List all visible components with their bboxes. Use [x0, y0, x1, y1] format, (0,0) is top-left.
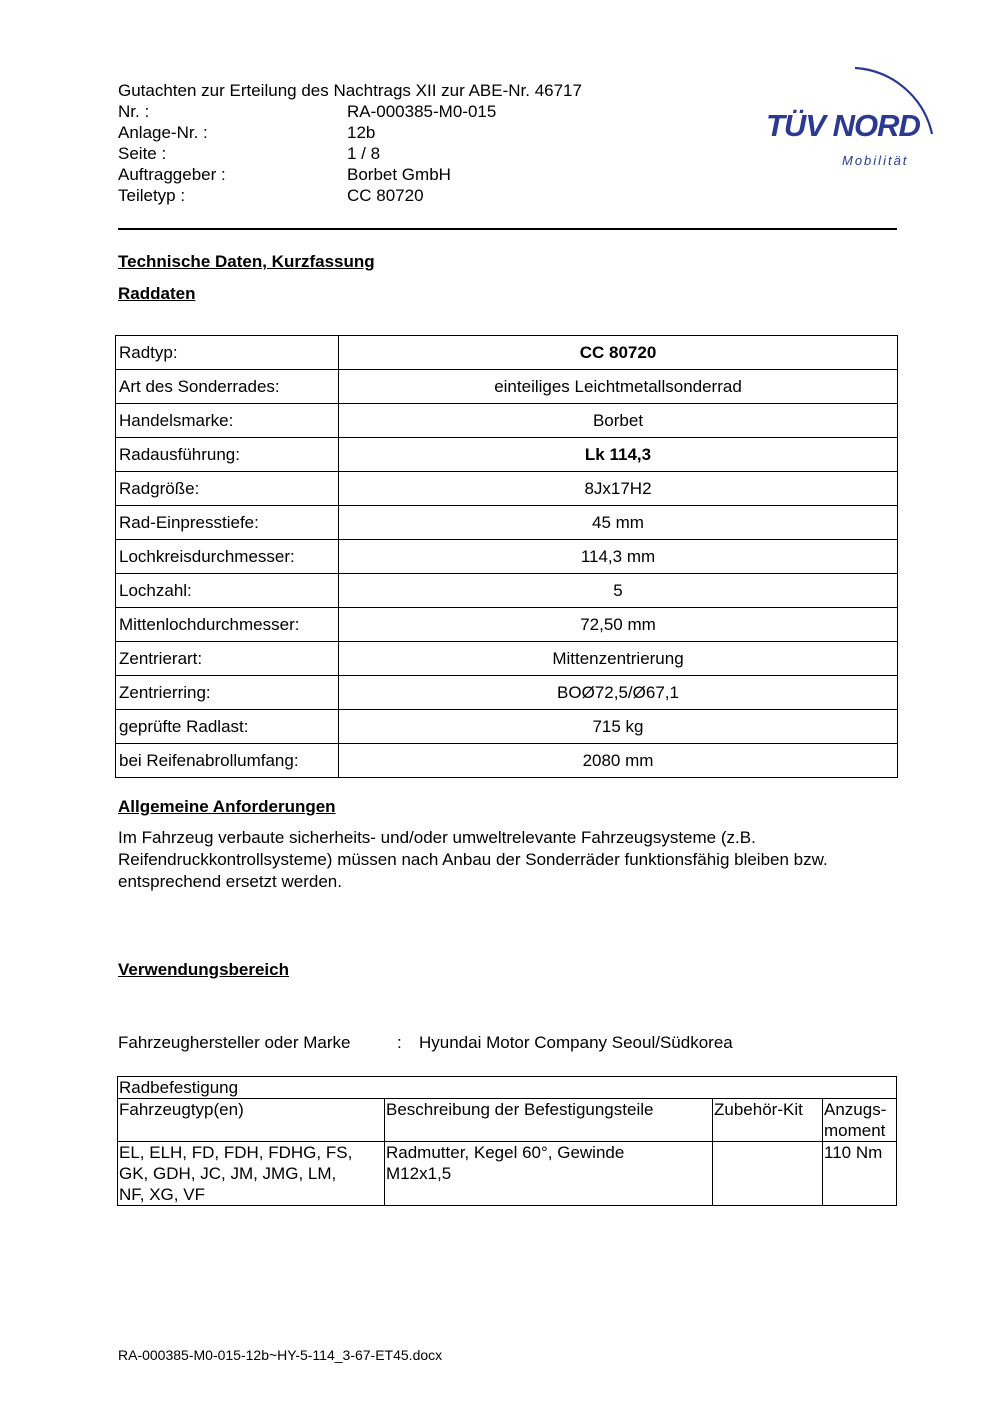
table-row — [116, 574, 898, 608]
table-row — [116, 608, 898, 642]
heading-verwendung: Verwendungsbereich — [118, 960, 289, 979]
logo-brand: TÜV NORD — [766, 108, 920, 143]
cell-types — [118, 1142, 385, 1206]
row-value: Mittenzentrierung — [339, 642, 898, 676]
row-value: CC 80720 — [339, 336, 898, 370]
row-label: Zentrierring: — [116, 676, 339, 710]
row-label: Radgröße: — [116, 472, 339, 506]
cell-torque: 110 Nm — [823, 1142, 897, 1206]
table-row — [116, 404, 898, 438]
header-row-teiletyp — [118, 185, 582, 206]
row-value: 2080 mm — [339, 744, 898, 778]
row-value: einteiliges Leichtmetallsonderrad — [339, 370, 898, 404]
header-types: Fahrzeugtyp(en) — [118, 1099, 385, 1142]
table-row — [118, 1142, 897, 1206]
row-value: 5 — [339, 574, 898, 608]
header-row-auftraggeber — [118, 164, 582, 185]
table-row — [116, 370, 898, 404]
wheel-data-table — [115, 335, 898, 778]
header-divider — [118, 228, 897, 230]
table-row — [116, 336, 898, 370]
paragraph-line: entsprechend ersetzt werden. — [118, 872, 342, 891]
header-kit: Zubehör-Kit — [713, 1099, 823, 1142]
cell-line: GK, GDH, JC, JM, JMG, LM, — [119, 1164, 337, 1183]
table-row — [116, 676, 898, 710]
tuv-nord-logo — [760, 56, 950, 171]
row-label: Lochzahl: — [116, 574, 339, 608]
table-row — [116, 472, 898, 506]
row-label: bei Reifenabrollumfang: — [116, 744, 339, 778]
document-title: Gutachten zur Erteilung des Nachtrags XII zur ABE-Nr. 46717 — [118, 81, 582, 100]
table-header-row — [118, 1099, 897, 1142]
heading-tech: Technische Daten, Kurzfassung — [118, 252, 375, 271]
mounting-table — [117, 1076, 897, 1206]
heading-allgemein: Allgemeine Anforderungen — [118, 797, 336, 816]
document-header — [118, 80, 582, 206]
cell-kit — [713, 1142, 823, 1206]
header-row-nr — [118, 101, 582, 122]
header-value: CC 80720 — [347, 186, 424, 205]
header-label: Auftraggeber : — [118, 165, 226, 184]
row-label: geprüfte Radlast: — [116, 710, 339, 744]
row-label: Zentrierart: — [116, 642, 339, 676]
header-row-anlage — [118, 122, 582, 143]
row-value: 72,50 mm — [339, 608, 898, 642]
header-value: RA-000385-M0-015 — [347, 102, 497, 121]
header-torque-line: Anzugs- — [824, 1100, 887, 1119]
cell-desc — [385, 1142, 713, 1206]
row-value: 114,3 mm — [339, 540, 898, 574]
header-label: Seite : — [118, 144, 167, 163]
paragraph-line: Im Fahrzeug verbaute sicherheits- und/oder umweltrelevante Fahrzeugsysteme (z.B. — [118, 828, 756, 847]
table-row — [116, 438, 898, 472]
row-value: BOØ72,5/Ø67,1 — [339, 676, 898, 710]
row-label: Rad-Einpresstiefe: — [116, 506, 339, 540]
allgemein-paragraph — [118, 827, 898, 893]
row-value: 8Jx17H2 — [339, 472, 898, 506]
cell-line: NF, XG, VF — [119, 1185, 205, 1204]
row-value: 45 mm — [339, 506, 898, 540]
cell-line: Radmutter, Kegel 60°, Gewinde — [386, 1143, 625, 1162]
table-row — [116, 540, 898, 574]
row-value: Lk 114,3 — [339, 438, 898, 472]
row-value: Borbet — [339, 404, 898, 438]
table-title-row — [118, 1077, 897, 1099]
header-value: Borbet GmbH — [347, 165, 451, 184]
table-row — [116, 710, 898, 744]
row-label: Art des Sonderrades: — [116, 370, 339, 404]
row-label: Lochkreisdurchmesser: — [116, 540, 339, 574]
heading-raddaten: Raddaten — [118, 284, 196, 303]
header-label: Nr. : — [118, 102, 150, 121]
paragraph-line: Reifendruckkontrollsysteme) müssen nach Anbau der Sonderräder funktionsfähig bleiben bzw. — [118, 850, 828, 869]
header-label: Anlage-Nr. : — [118, 123, 208, 142]
header-label: Teiletyp : — [118, 186, 186, 205]
table-row — [116, 506, 898, 540]
maker-separator: : — [397, 1033, 402, 1052]
row-label: Mittenlochdurchmesser: — [116, 608, 339, 642]
header-torque — [823, 1099, 897, 1142]
footer-filename: RA-000385-M0-015-12b~HY-5-114_3-67-ET45.docx — [118, 1347, 443, 1363]
header-torque-line: moment — [824, 1121, 886, 1140]
header-row-seite — [118, 143, 582, 164]
cell-line: M12x1,5 — [386, 1164, 452, 1183]
vehicle-maker-line — [118, 1033, 733, 1053]
table-title: Radbefestigung — [118, 1077, 897, 1099]
row-value: 715 kg — [339, 710, 898, 744]
logo-tagline: Mobilität — [842, 153, 909, 168]
row-label: Handelsmarke: — [116, 404, 339, 438]
maker-value: Hyundai Motor Company Seoul/Südkorea — [419, 1033, 733, 1052]
table-row — [116, 642, 898, 676]
header-desc: Beschreibung der Befestigungsteile — [385, 1099, 713, 1142]
cell-line: EL, ELH, FD, FDH, FDHG, FS, — [119, 1143, 353, 1162]
header-value: 1 / 8 — [347, 144, 381, 163]
header-value: 12b — [347, 123, 376, 142]
table-row — [116, 744, 898, 778]
maker-label: Fahrzeughersteller oder Marke — [118, 1033, 351, 1052]
row-label: Radtyp: — [116, 336, 339, 370]
row-label: Radausführung: — [116, 438, 339, 472]
